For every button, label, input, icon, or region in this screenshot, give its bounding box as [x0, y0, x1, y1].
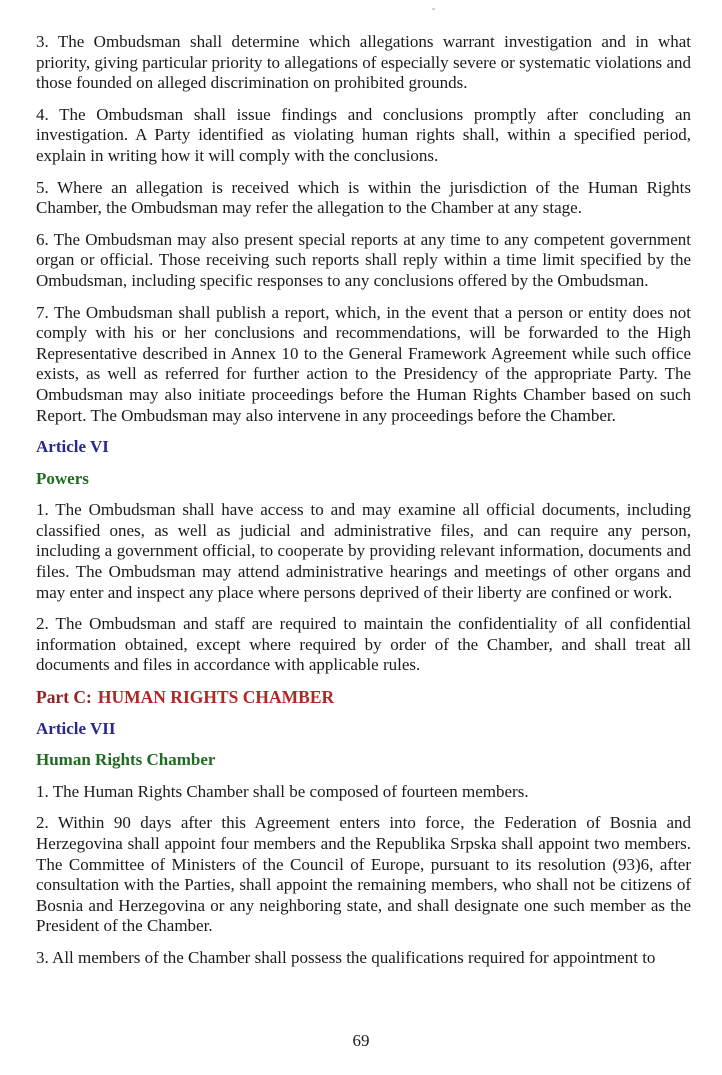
- human-rights-chamber-heading: Human Rights Chamber: [36, 750, 216, 770]
- page-number: 69: [352, 1031, 370, 1050]
- document-body: [36, 32, 691, 980]
- paragraph-powers-access-documents: 1. The Ombudsman shall have access to and may examine all official documents, including classified ones, as well as judicial and administrative files, and can require any person, including a government official, to cooperate by providing relevant information, documents and files. The Ombudsman may attend administrative hearings and meetings of other organs and may enter and inspect any place where persons deprived of their liberty are confined or work.: [36, 500, 691, 602]
- paragraph-powers-confidentiality: 2. The Ombudsman and staff are required to maintain the confidentiality of all confidential information obtained, except where required by order of the Chamber, and shall treat all documents and files in accordance with applicable rules.: [36, 614, 691, 675]
- paragraph-chamber-appointments: 2. Within 90 days after this Agreement enters into force, the Federation of Bosnia and Herzegovina shall appoint four members and the Republika Srpska shall appoint two members. The Committee of Ministers of the Council of Europe, pursuant to its resolution (93)6, after consultation with the Parties, shall appoint the remaining members, who shall not be citizens of Bosnia and Herzegovina or any neighboring state, and shall designate one such member as the President of the Chamber.: [36, 813, 691, 936]
- paragraph-ombudsman-publish-report: 7. The Ombudsman shall publish a report, which, in the event that a person or entity does not comply with his or her conclusions and recommendations, will be forwarded to the High Representative described in Annex 10 to the General Framework Agreement while such office exists, as well as referred for further action to the Presidency of the appropriate Party. The Ombudsman may also initiate proceedings before the Human Rights Chamber based on such Report. The Ombudsman may also intervene in any proceedings before the Chamber.: [36, 302, 691, 425]
- paragraph-chamber-fourteen-members: 1. The Human Rights Chamber shall be composed of fourteen members.: [36, 781, 529, 801]
- part-c-label: Part C:: [36, 687, 92, 708]
- scan-artifact-dot: [432, 8, 435, 10]
- article-vii-heading: Article VII: [36, 718, 116, 738]
- paragraph-ombudsman-special-reports: 6. The Ombudsman may also present special reports at any time to any competent government organ or official. Those receiving such reports shall reply within a time limit specified by the Ombudsman, including specific responses to any conclusions offered by the Ombudsman.: [36, 229, 691, 290]
- paragraph-ombudsman-determine-allegations: 3. The Ombudsman shall determine which allegations warrant investigation and in what priority, giving particular priority to allegations of especially severe or systematic violations and those founded on alleged discrimination on prohibited grounds.: [36, 32, 691, 93]
- paragraph-chamber-qualifications: 3. All members of the Chamber shall possess the qualifications required for appointment to: [36, 947, 656, 967]
- article-vi-heading: Article VI: [36, 437, 109, 457]
- part-c-title: HUMAN RIGHTS CHAMBER: [97, 687, 335, 708]
- paragraph-allegation-jurisdiction-chamber: 5. Where an allegation is received which is within the jurisdiction of the Human Rights Chamber, the Ombudsman may refer the allegation to the Chamber at any stage.: [36, 177, 691, 218]
- paragraph-ombudsman-findings-conclusions: 4. The Ombudsman shall issue findings and conclusions promptly after concluding an investigation. A Party identified as violating human rights shall, within a specified period, explain in writing how it will comply with the conclusions.: [36, 104, 691, 165]
- part-c-heading: [36, 687, 691, 708]
- powers-heading: Powers: [36, 468, 89, 488]
